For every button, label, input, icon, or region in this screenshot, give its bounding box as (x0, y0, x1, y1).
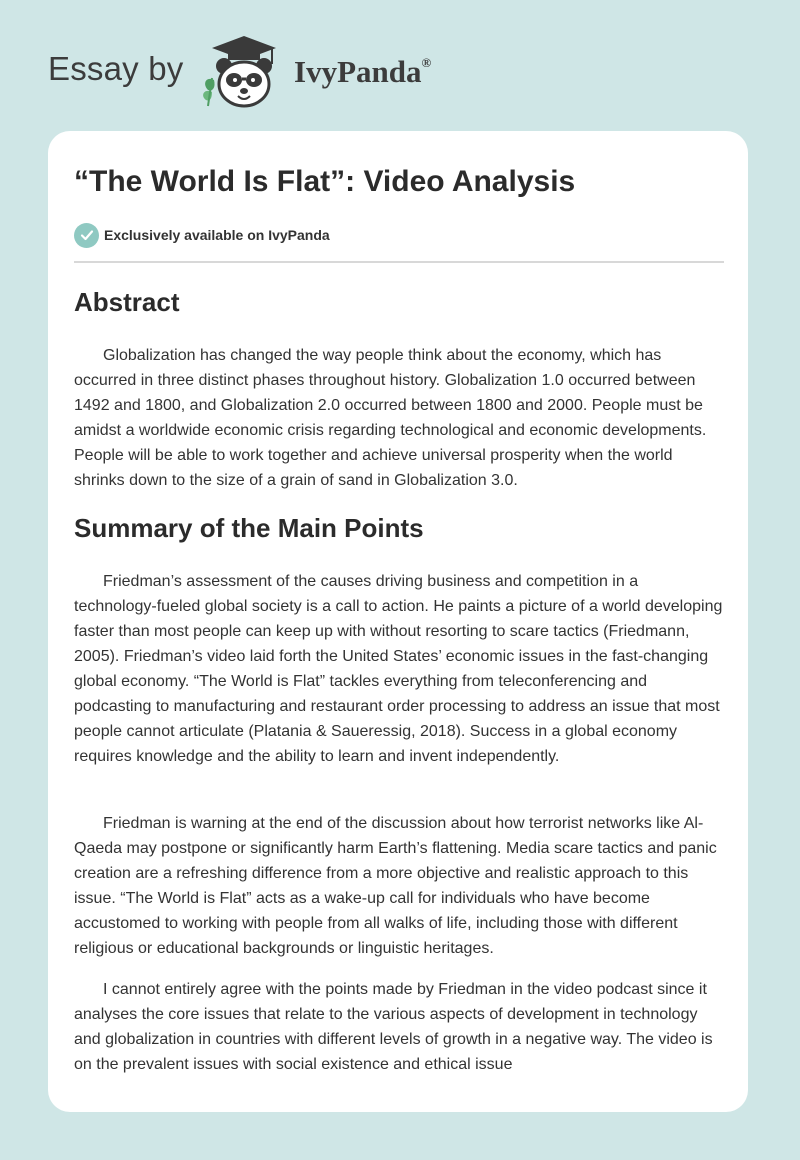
check-icon (74, 223, 99, 248)
summary-paragraph-1: Friedman’s assessment of the causes driving business and competition in a technology-fueled global society is a call to action. He paints a picture of a world developing faster than most people can keep up with without resorting to scare tactics (Friedmann, 2005). Friedman’s video laid forth the United States’ economic issues in the fast-changing global economy. “The World is Flat” tackles everything from teleconferencing and podcasting to manufacturing and restaurant order processing to address an issue that most people cannot articulate (Platania & Saueressig, 2018). Success in a global economy requires knowledge and the ability to learn and invent independently. (74, 573, 723, 765)
title-divider (74, 261, 724, 263)
exclusive-badge-text: Exclusively available on IvyPanda (104, 227, 330, 243)
site-header (0, 0, 800, 120)
panda-logo-icon[interactable] (198, 34, 290, 110)
brand-prefix: Essay by (48, 50, 184, 87)
abstract-paragraph: Globalization has changed the way people think about the economy, which has occurred in three distinct phases throughout history. Globalization 1.0 occurred between 1492 and 1800, and Globalization 2.0 occurred between 1800 and 2000. People must be amidst a worldwide economic crisis regarding technological and economic developments. People will be able to work together and achieve universal prosperity when the world shrinks down to the size of a grain of sand in Globalization 3.0. (74, 347, 707, 489)
essay-card (48, 131, 748, 1112)
registered-mark: ® (421, 54, 432, 70)
brand-name: IvyPanda® (294, 54, 432, 89)
summary-paragraph-2: Friedman is warning at the end of the discussion about how terrorist networks like Al-Qaeda may postpone or significantly harm Earth’s flattening. Media scare tactics and panic creation are a refreshing difference from a more objective and realistic approach to this issue. “The World is Flat” acts as a wake-up call for individuals who have become accustomed to working with people from all walks of life, including those with different religious or educational backgrounds or linguistic heritages. (74, 815, 717, 957)
summary-paragraph-3: I cannot entirely agree with the points made by Friedman in the video podcast since it analyses the core issues that relate to the various aspects of development in technology and globalization in countries with different levels of growth in a negative way. The video is on the prevalent issues with social existence and ethical issue (74, 981, 713, 1073)
essay-title: “The World Is Flat”: Video Analysis (74, 165, 576, 198)
exclusive-badge (74, 221, 330, 249)
section-heading-abstract: Abstract (74, 287, 180, 317)
section-heading-summary: Summary of the Main Points (74, 513, 424, 543)
